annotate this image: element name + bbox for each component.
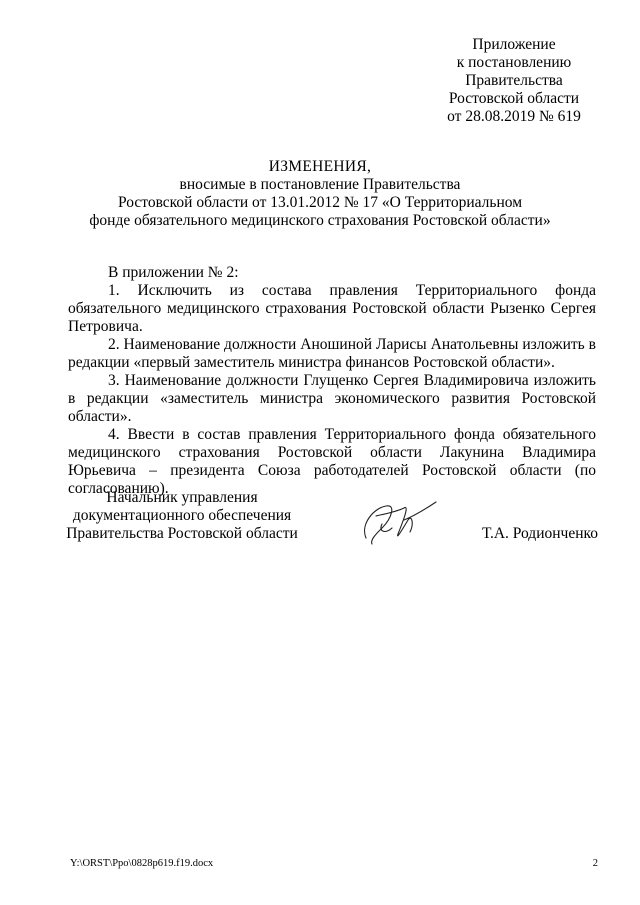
page-number: 2 bbox=[592, 858, 598, 869]
handwritten-signature bbox=[352, 494, 442, 552]
appendix-block bbox=[414, 36, 614, 126]
body-item-3: 3. Наименование должности Глущенко Сергея Владимировича изложить в редакции «заместитель министра экономического развития Ростовской области». bbox=[68, 372, 596, 425]
signatory-name: Т.А. Родионченко bbox=[482, 525, 598, 542]
heading-line: Ростовской области от 13.01.2012 № 17 «О Территориальном bbox=[118, 194, 522, 211]
body-intro: В приложении № 2: bbox=[108, 264, 239, 281]
body-item-1: 1. Исключить из состава правления Территориального фонда обязательного медицинского страхования Ростовской области Рызенко Сергея Петровича. bbox=[68, 282, 596, 335]
appendix-line: к постановлению bbox=[456, 54, 572, 71]
appendix-line: от 28.08.2019 № 619 bbox=[447, 108, 581, 125]
appendix-line: Ростовской области bbox=[448, 90, 580, 107]
heading-line: фонде обязательного медицинского страхования Ростовской области» bbox=[89, 212, 551, 229]
document-title: ИЗМЕНЕНИЯ, bbox=[268, 158, 372, 175]
position-line: Правительства Ростовской области bbox=[66, 525, 298, 542]
position-line: документационного обеспечения bbox=[72, 507, 292, 524]
body-item-4: 4. Ввести в состав правления Территориального фонда обязательного медицинского страхования Ростовской области Лакунина Владимира Юрьевича – президента Союза работодателей Ростовской области (по согласованию). bbox=[68, 426, 596, 497]
document-heading bbox=[60, 158, 580, 230]
body-item-2: 2. Наименование должности Аношиной Ларисы Анатольевны изложить в редакции «первый заместитель министра финансов Ростовской области». bbox=[68, 336, 596, 371]
appendix-line: Приложение bbox=[472, 36, 556, 53]
heading-line: вносимые в постановление Правительства bbox=[179, 176, 461, 193]
position-line: Начальник управления bbox=[106, 489, 258, 506]
document-body bbox=[68, 264, 596, 498]
appendix-line: Правительства bbox=[465, 72, 563, 89]
signatory-position bbox=[52, 489, 312, 543]
file-path: Y:\ORST\Ppo\0828p619.f19.docx bbox=[70, 858, 214, 869]
